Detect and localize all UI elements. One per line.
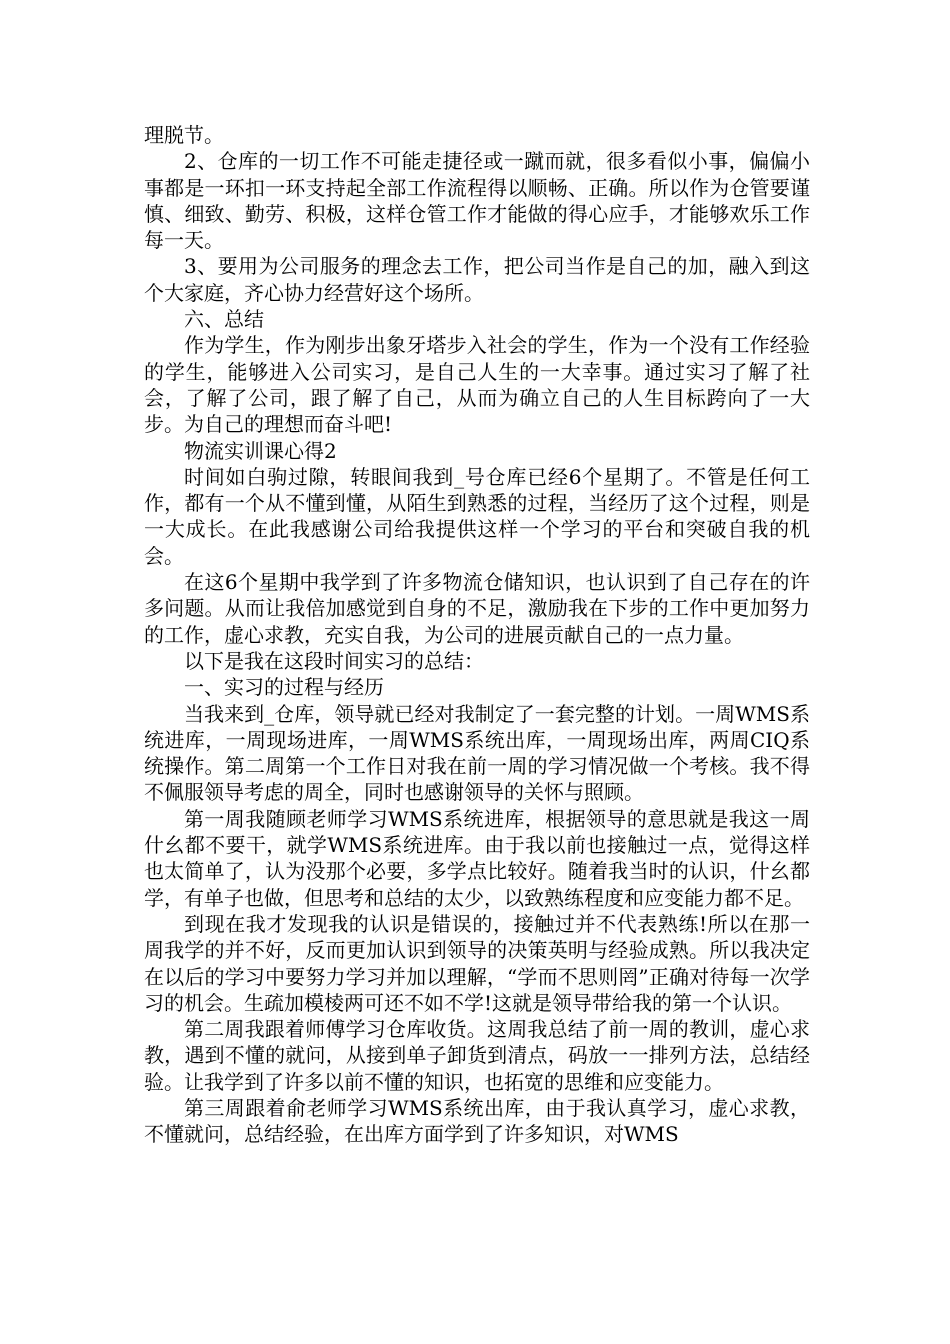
paragraph-11: 当我来到_仓库，领导就已经对我制定了一套完整的计划。一周WMS系统进库，一周现场进库，一周WMS系统出库，一周现场出库，两周CIQ系统操作。第二周第一个工作日对我在前一周的学习情况做一个考核。我不得不佩服领导考虑的周全，同时也感谢领导的关怀与照顾。 <box>144 701 810 805</box>
paragraph-7: 时间如白驹过隙，转眼间我到_号仓库已经6个星期了。不管是任何工作，都有一个从不懂到懂，从陌生到熟悉的过程，当经历了这个过程，则是一大成长。在此我感谢公司给我提供这样一个学习的平台和突破自我的机会。 <box>144 464 810 568</box>
paragraph-8: 在这6个星期中我学到了许多物流仓储知识，也认识到了自己存在的许多问题。从而让我倍加感觉到自身的不足，激励我在下步的工作中更加努力的工作，虚心求教，充实自我，为公司的进展贡献自己的一点力量。 <box>144 570 810 647</box>
section-heading-process: 一、实习的过程与经历 <box>184 675 384 700</box>
paragraph-15: 第三周跟着俞老师学习WMS系统出库，由于我认真学习，虚心求教，不懂就问，总结经验，在出库方面学到了许多知识，对WMS <box>144 1095 810 1147</box>
paragraph-5: 作为学生，作为刚步出象牙塔步入社会的学生，作为一个没有工作经验的学生，能够进入公司实习，是自己人生的一大幸事。通过实习了解了社会，了解了公司，跟了解了自己，从而为确立自己的人生目标跨向了一大步。为自己的理想而奋斗吧! <box>144 333 810 437</box>
document-page <box>144 122 810 1148</box>
paragraph-2: 2、仓库的一切工作不可能走捷径或一蹴而就，很多看似小事，偏偏小事都是一环扣一环支持起全部工作流程得以顺畅、正确。所以作为仓管要谨慎、细致、勤劳、积极，这样仓管工作才能做的得心应手，才能够欢乐工作每一天。 <box>144 149 810 253</box>
paragraph-9: 以下是我在这段时间实习的总结： <box>184 648 484 673</box>
section-heading-summary: 六、总结 <box>184 307 264 332</box>
paragraph-14: 第二周我跟着师傅学习仓库收货。这周我总结了前一周的教训，虚心求教，遇到不懂的就问，从接到单子卸货到清点，码放一一排列方法，总结经验。让我学到了许多以前不懂的知识，也拓宽的思维和应变能力。 <box>144 1017 810 1094</box>
paragraph-3: 3、要用为公司服务的理念去工作，把公司当作是自己的加，融入到这个大家庭，齐心协力经营好这个场所。 <box>144 254 810 305</box>
article-title: 物流实训课心得2 <box>184 438 337 463</box>
paragraph-12: 第一周我随顾老师学习WMS系统进库，根据领导的意思就是我这一周什幺都不要干，就学WMS系统进库。由于我以前也接触过一点，觉得这样也太简单了，认为没那个必要，多学点比较好。随着我当时的认识，什幺都学，有单子也做，但思考和总结的太少，以致熟练程度和应变能力都不足。 <box>144 806 810 910</box>
paragraph-13: 到现在我才发现我的认识是错误的，接触过并不代表熟练!所以在那一周我学的并不好，反而更加认识到领导的决策英明与经验成熟。所以我决定在以后的学习中要努力学习并加以理解，“学而不思则罔”正确对待每一次学习的机会。生疏加模棱两可还不如不学!这就是领导带给我的第一个认识。 <box>144 911 810 1015</box>
paragraph-1: 理脱节。 <box>144 123 224 147</box>
